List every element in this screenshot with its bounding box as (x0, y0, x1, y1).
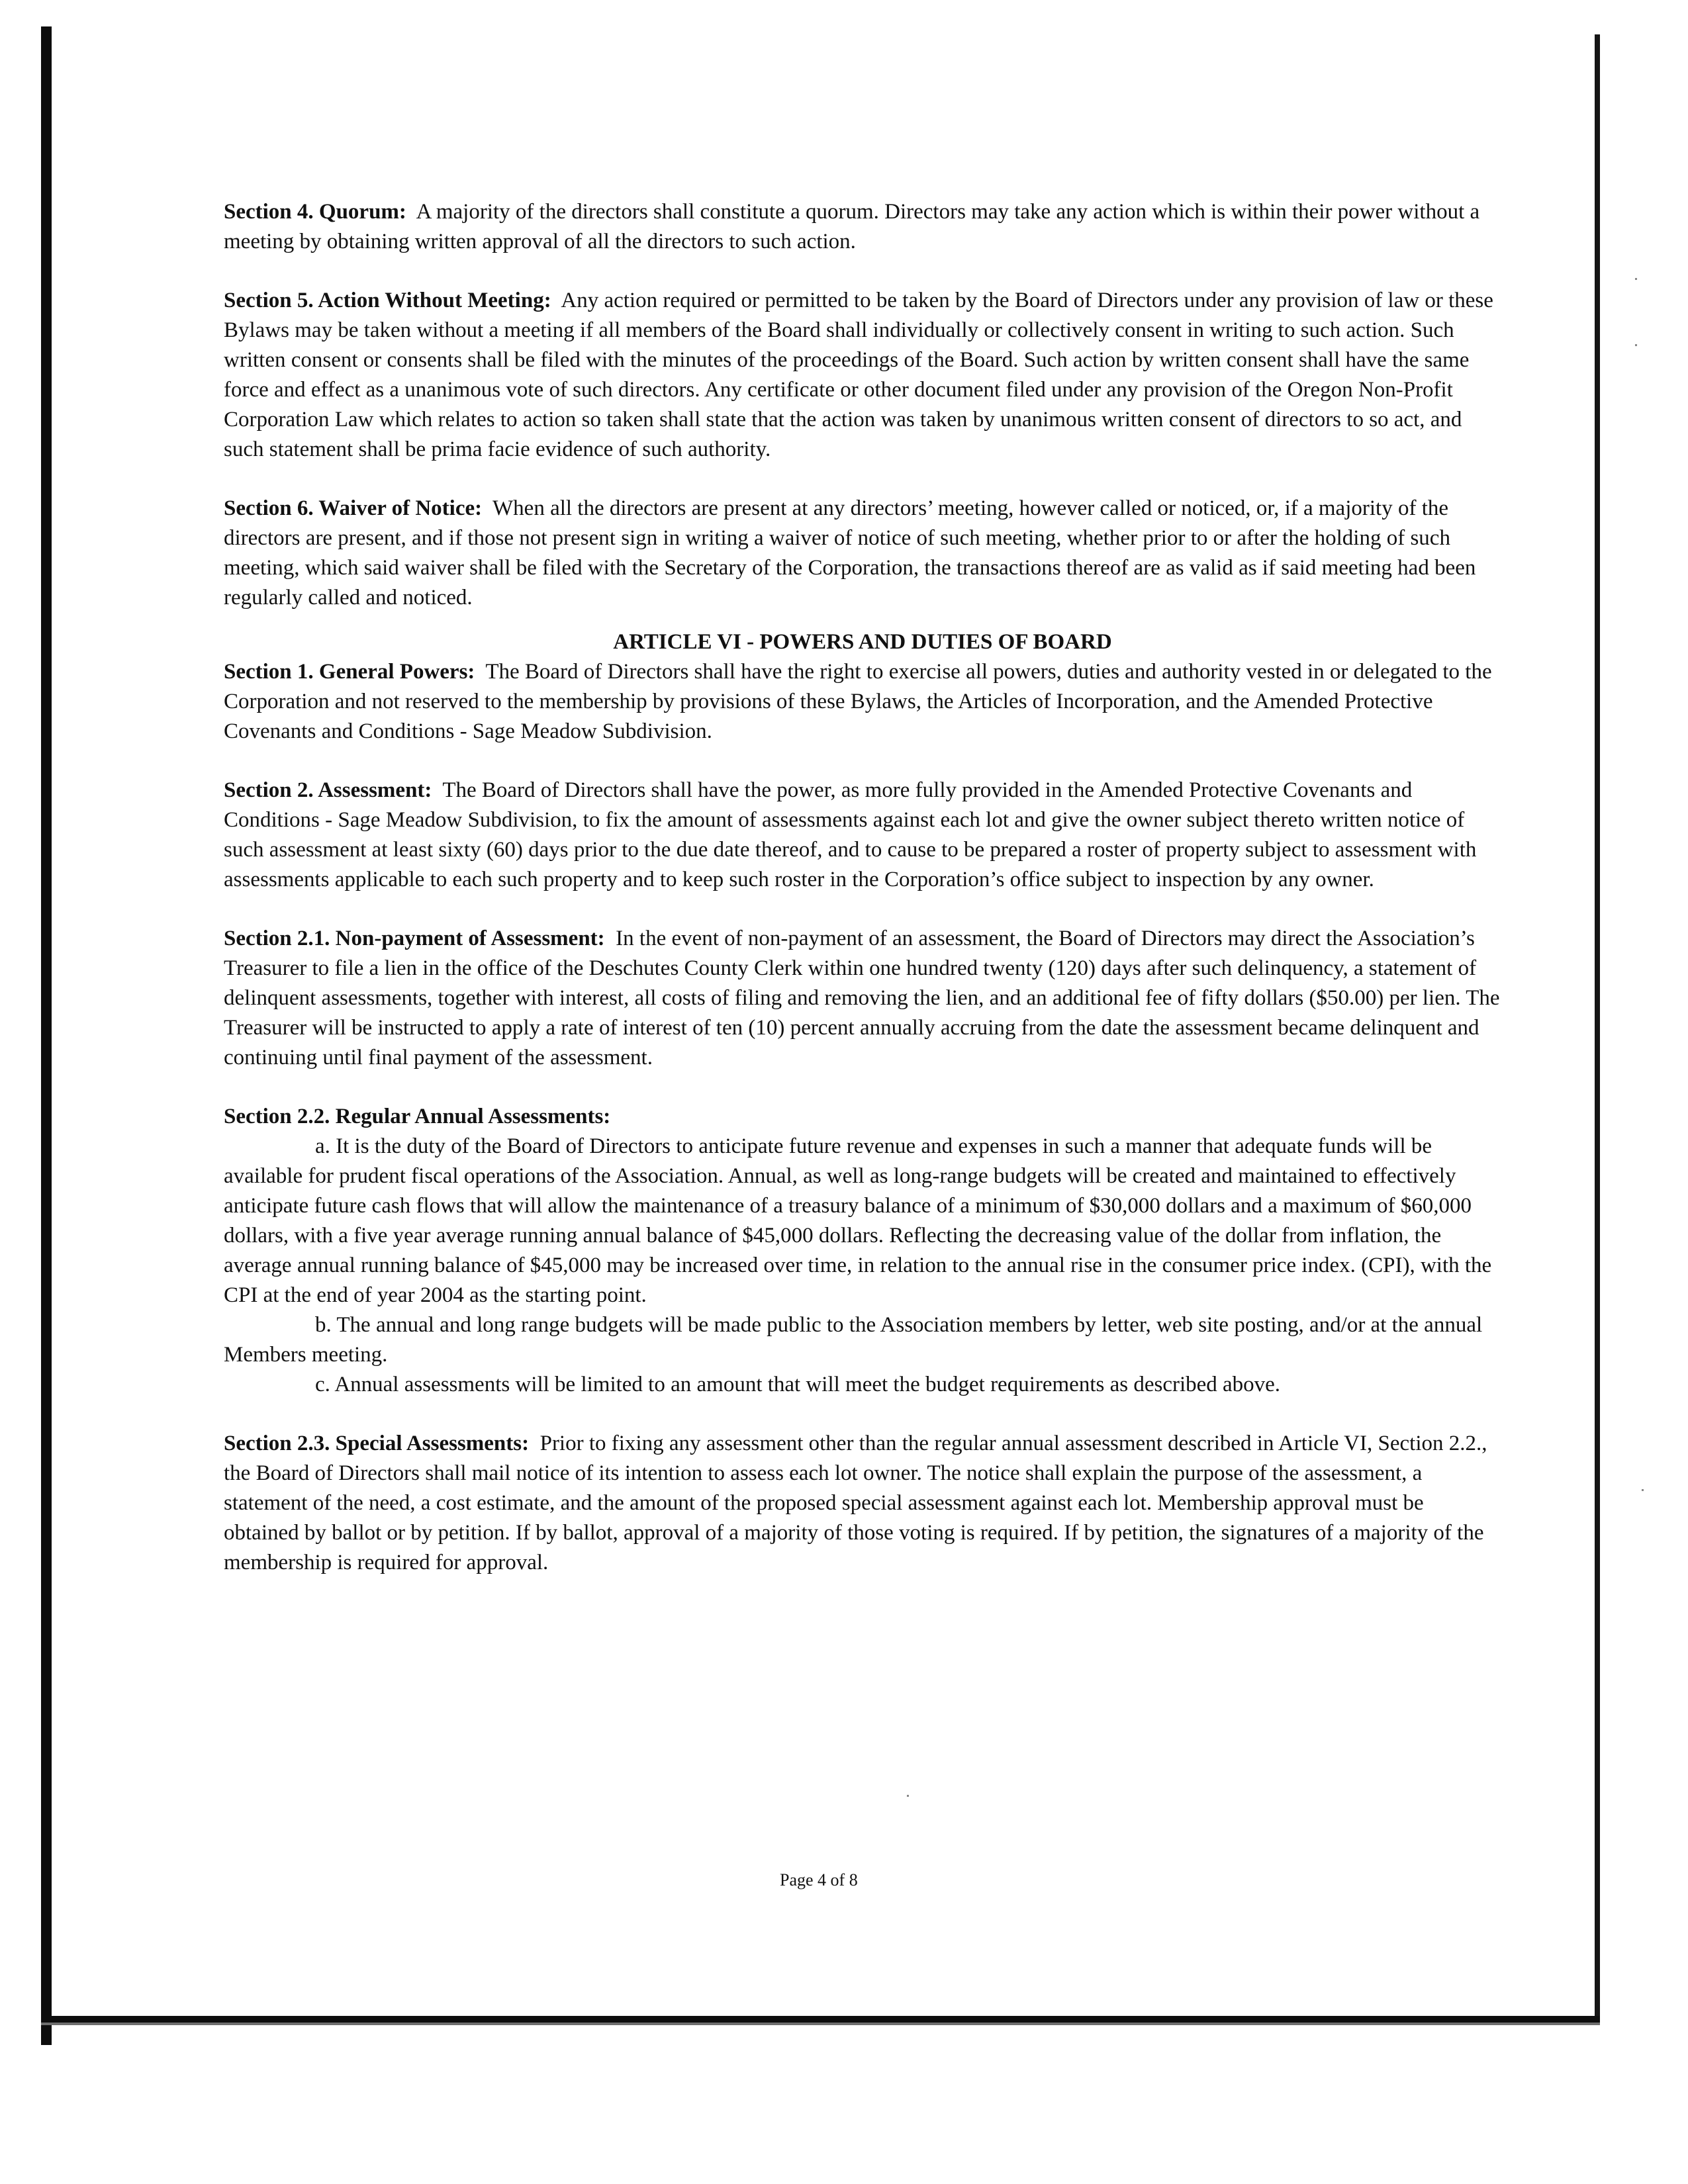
scan-speck (1635, 344, 1637, 346)
section-2-2-item-c: c. Annual assessments will be limited to an amount that will meet the budget requirements as described above. (315, 1373, 1281, 1396)
section-body: The Board of Directors shall have the power, as more fully provided in the Amended Protective Covenants and Conditions - Sage Meadow Subdivision, to fix the amount of assessments against each lot and give the owner subject thereto written notice of such assessment at least sixty (60) days prior to the due date thereof, and to cause to be prepared a roster of property subject to assessment with assessments applicable to each such property and to keep such roster in the Corporation’s office subject to inspection by any owner. (224, 778, 1477, 891)
section-title: Section 2. Assessment: (224, 778, 432, 802)
page-number: Page 4 of 8 (780, 1870, 858, 1889)
article-heading: ARTICLE VI - POWERS AND DUTIES OF BOARD (613, 630, 1112, 654)
section-title: Section 5. Action Without Meeting: (224, 289, 551, 312)
section-body: When all the directors are present at any directors’ meeting, however called or noticed, or, if a majority of the directors are present, and if those not present sign in writing a waiver of notice of such meeting, whether prior to or after the holding of such meeting, which said waiver shall be filed with the Secretary of the Corporation, the transactions thereof are as valid as if said meeting had been regularly called and noticed. (224, 496, 1476, 610)
section-title: Section 2.1. Non-payment of Assessment: (224, 927, 605, 950)
scan-border-bottom (41, 2016, 1600, 2023)
section-title: Section 4. Quorum: (224, 200, 406, 224)
scan-border-right (1595, 34, 1600, 2019)
section-body: The Board of Directors shall have the right to exercise all powers, duties and authority vested in or delegated to the Corporation and not reserved to the membership by provisions of these Bylaws, the Articles of Incorporation, and the Amended Protective Covenants and Conditions - Sage Meadow Subdivision. (224, 660, 1492, 743)
scan-speck (1642, 1489, 1644, 1491)
section-title: Section 1. General Powers: (224, 660, 475, 684)
document-body (224, 197, 1501, 1607)
section-title: Section 2.3. Special Assessments: (224, 1432, 530, 1455)
scan-speck (1635, 278, 1637, 280)
scan-speck (907, 1795, 909, 1797)
section-body: Prior to fixing any assessment other than the regular annual assessment described in Article VI, Section 2.2., the Board of Directors shall mail notice of its intention to assess each lot owner. The notice shall explain the purpose of the assessment, a statement of the need, a cost estimate, and the amount of the proposed special assessment against each lot. Membership approval must be obtained by ballot or by petition. If by ballot, approval of a majority of those voting is required. If by petition, the signatures of a majority of the membership is required for approval. (224, 1432, 1487, 1574)
section-2-assessment (224, 776, 1501, 895)
scan-border-left (41, 26, 52, 2045)
section-body: Any action required or permitted to be taken by the Board of Directors under any provision of law or these Bylaws may be taken without a meeting if all members of the Board shall individually or collectively consent in writing to such action. Such written consent or consents shall be filed with the minutes of the proceedings of the Board. Such action by written consent shall have the same force and effect as a unanimous vote of such directors. Any certificate or other document filed under any provision of the Oregon Non-Profit Corporation Law which relates to action so taken shall state that the action was taken by unanimous written consent of directors to so act, and such statement shall be prima facie evidence of such authority. (224, 289, 1493, 461)
section-5-action-without-meeting (224, 286, 1501, 465)
section-title: Section 6. Waiver of Notice: (224, 496, 483, 520)
section-2-2-title: Section 2.2. Regular Annual Assessments: (224, 1105, 611, 1128)
section-6-waiver-of-notice (224, 494, 1501, 613)
section-body: In the event of non-payment of an assessment, the Board of Directors may direct the Association’s Treasurer to file a lien in the office of the Deschutes County Clerk within one hundred twenty (120) days after such delinquency, a statement of delinquent assessments, together with interest, all costs of filing and removing the lien, and an additional fee of fifty dollars ($50.00) per lien. The Treasurer will be instructed to apply a rate of interest of ten (10) percent annually accruing from the date the assessment became delinquent and continuing until final payment of the assessment. (224, 927, 1500, 1069)
section-2-2-item-b: b. The annual and long range budgets will be made public to the Association members by letter, web site posting, and/or at the annual Members meeting. (224, 1313, 1483, 1367)
section-4-quorum (224, 197, 1501, 257)
scan-border-bottom-shadow (41, 2023, 1600, 2025)
section-2-3-special-assessments (224, 1429, 1501, 1578)
section-body: A majority of the directors shall constitute a quorum. Directors may take any action which is within their power without a meeting by obtaining written approval of all the directors to such action. (224, 200, 1480, 253)
section-2-1-non-payment (224, 924, 1501, 1073)
section-2-2-item-a: a. It is the duty of the Board of Directors to anticipate future revenue and expenses in such a manner that adequate funds will be available for prudent fiscal operations of the Association. Annual, as well as long-range budgets will be created and maintained to effectively anticipate future cash flows that will allow the maintenance of a treasury balance of a minimum of $30,000 dollars and a maximum of $60,000 dollars, with a five year average running annual balance of $45,000 dollars. Reflecting the decreasing value of the dollar from inflation, the average annual running balance of $45,000 may be increased over time, in relation to the annual rise in the consumer price index. (CPI), with the CPI at the end of year 2004 as the starting point. (224, 1134, 1492, 1307)
section-1-general-powers (224, 657, 1501, 747)
